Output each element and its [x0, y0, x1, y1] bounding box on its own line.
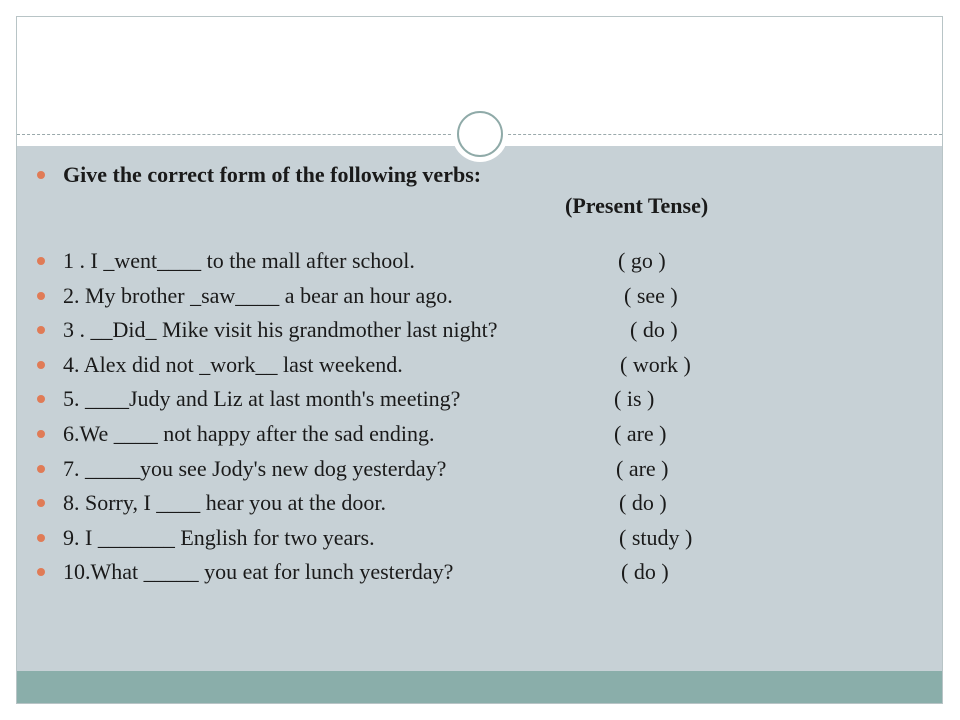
exercise-sentence: 4. Alex did not _work__ last weekend.: [63, 352, 403, 377]
exercise-sentence: 10.What _____ you eat for lunch yesterday?: [63, 559, 454, 584]
ornament-outer-ring: [457, 111, 503, 157]
verb-hint: ( is ): [614, 386, 655, 411]
bullet-icon: [37, 171, 45, 179]
verb-hint: ( do ): [621, 559, 669, 584]
bullet-icon: [37, 395, 45, 403]
verb-hint: ( see ): [624, 283, 678, 308]
exercise-sentence: 3 . __Did_ Mike visit his grandmother last night?: [63, 317, 498, 342]
exercise-sentence: 8. Sorry, I ____ hear you at the door.: [63, 490, 387, 515]
verb-hint: ( are ): [616, 456, 669, 481]
bullet-icon: [37, 465, 45, 473]
bullet-icon: [37, 361, 45, 369]
bullet-icon: [37, 534, 45, 542]
exercise-sentence: 7. _____you see Jody's new dog yesterday?: [63, 456, 447, 481]
exercise-sentence: 6.We ____ not happy after the sad ending.: [63, 421, 435, 446]
bullet-icon: [37, 326, 45, 334]
circle-ornament-icon: [452, 106, 508, 162]
instruction-text: Give the correct form of the following verbs:: [63, 162, 482, 187]
bullet-icon: [37, 568, 45, 576]
verb-hint: ( do ): [630, 317, 678, 342]
verb-hint: ( do ): [619, 490, 667, 515]
verb-hint: ( work ): [620, 352, 691, 377]
bullet-icon: [37, 430, 45, 438]
bullet-icon: [37, 499, 45, 507]
verb-hint: ( study ): [619, 525, 693, 550]
tense-label: (Present Tense): [565, 193, 709, 218]
footer-bar: [17, 671, 942, 703]
exercise-sentence: 2. My brother _saw____ a bear an hour ago.: [63, 283, 453, 308]
exercise-sentence: 5. ____Judy and Liz at last month's meeting?: [63, 386, 461, 411]
verb-hint: ( go ): [618, 248, 666, 273]
bullet-icon: [37, 257, 45, 265]
exercise-sentence: 1 . I _went____ to the mall after school.: [63, 248, 415, 273]
bullet-icon: [37, 292, 45, 300]
exercise-sentence: 9. I _______ English for two years.: [63, 525, 375, 550]
verb-hint: ( are ): [614, 421, 667, 446]
